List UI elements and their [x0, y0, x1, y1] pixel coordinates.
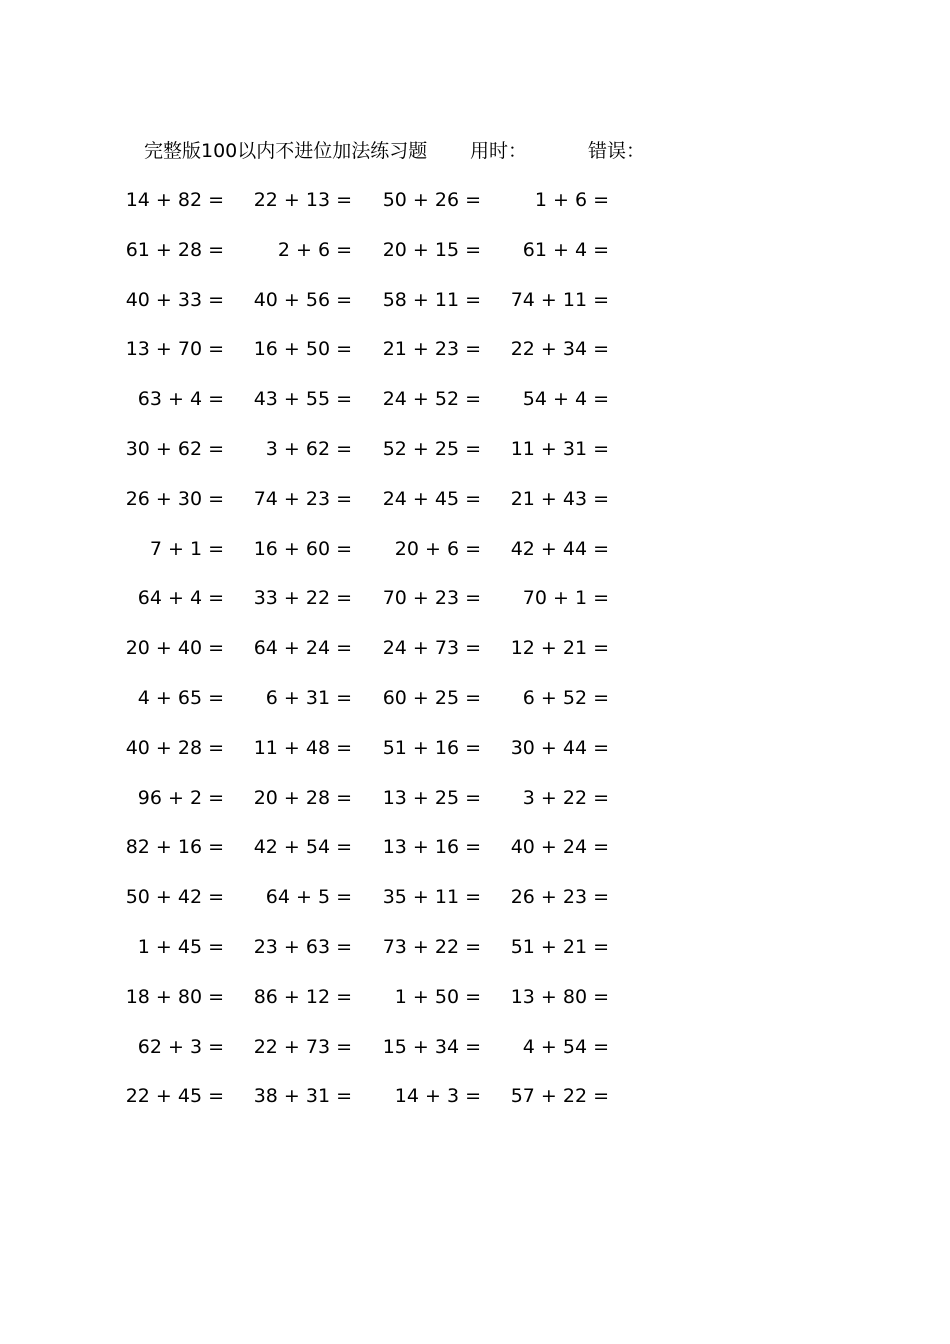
addition-problem: 13 + 25 =	[382, 786, 481, 809]
addition-problem: 24 + 52 =	[382, 388, 481, 411]
addition-problem: 50 + 26 =	[382, 189, 481, 211]
problem-row	[0, 1032, 950, 1062]
addition-problem: 61 + 4 =	[522, 238, 609, 261]
addition-problem: 4 + 54 =	[522, 1035, 609, 1058]
problem-row	[0, 783, 950, 813]
problem-row	[0, 583, 950, 613]
addition-problem: 26 + 30 =	[125, 487, 224, 510]
problem-row	[0, 384, 950, 414]
problem-row	[0, 484, 950, 514]
addition-problem: 38 + 31 =	[253, 1085, 352, 1108]
addition-problem: 13 + 80 =	[510, 985, 609, 1008]
addition-problem: 51 + 21 =	[510, 936, 609, 958]
addition-problem: 7 + 1 =	[149, 537, 224, 560]
addition-problem: 23 + 63 =	[253, 936, 352, 958]
addition-problem: 24 + 73 =	[382, 637, 481, 660]
addition-problem: 50 + 42 =	[125, 886, 224, 909]
time-taken-label: 用时：	[470, 140, 528, 162]
addition-problem: 20 + 15 =	[382, 238, 481, 261]
addition-problem: 52 + 25 =	[382, 438, 481, 460]
addition-problem: 74 + 23 =	[253, 487, 352, 510]
problem-row	[0, 285, 950, 315]
addition-problem: 42 + 44 =	[510, 537, 609, 560]
addition-problem: 14 + 3 =	[394, 1085, 481, 1108]
addition-problem: 24 + 45 =	[382, 487, 481, 510]
addition-problem: 22 + 34 =	[510, 338, 609, 361]
addition-problem: 30 + 62 =	[125, 438, 224, 460]
addition-problem: 22 + 13 =	[253, 189, 352, 211]
addition-problem: 57 + 22 =	[510, 1085, 609, 1108]
problem-row	[0, 235, 950, 265]
addition-problem: 82 + 16 =	[125, 836, 224, 859]
addition-problem: 64 + 5 =	[265, 886, 352, 909]
addition-problem: 73 + 22 =	[382, 936, 481, 958]
addition-problem: 26 + 23 =	[510, 886, 609, 909]
addition-problem: 13 + 16 =	[382, 836, 481, 859]
errors-label: 错误：	[588, 140, 646, 162]
addition-problem: 61 + 28 =	[125, 238, 224, 261]
problem-row	[0, 832, 950, 862]
addition-problem: 1 + 50 =	[394, 985, 481, 1008]
addition-problem: 18 + 80 =	[125, 985, 224, 1008]
problem-row	[0, 1081, 950, 1111]
problem-row	[0, 882, 950, 912]
page-title: 完整版100以内不进位加法练习题	[144, 140, 428, 162]
addition-problem: 6 + 52 =	[522, 687, 609, 709]
problem-row	[0, 434, 950, 464]
addition-problem: 22 + 45 =	[125, 1085, 224, 1108]
addition-problem: 15 + 34 =	[382, 1035, 481, 1058]
addition-problem: 64 + 4 =	[137, 587, 224, 610]
addition-problem: 40 + 56 =	[253, 288, 352, 311]
addition-problem: 40 + 24 =	[510, 836, 609, 859]
addition-problem: 11 + 48 =	[253, 736, 352, 759]
addition-problem: 96 + 2 =	[137, 786, 224, 809]
addition-problem: 12 + 21 =	[510, 637, 609, 660]
addition-problem: 20 + 40 =	[125, 637, 224, 660]
problem-row	[0, 334, 950, 364]
problem-row	[0, 932, 950, 962]
addition-problem: 62 + 3 =	[137, 1035, 224, 1058]
addition-problem: 1 + 45 =	[137, 936, 224, 958]
addition-problem: 74 + 11 =	[510, 288, 609, 311]
addition-problem: 54 + 4 =	[522, 388, 609, 411]
problem-row	[0, 185, 950, 215]
addition-problem: 40 + 33 =	[125, 288, 224, 311]
addition-problem: 14 + 82 =	[125, 189, 224, 211]
addition-problem: 3 + 62 =	[265, 438, 352, 460]
addition-problem: 22 + 73 =	[253, 1035, 352, 1058]
addition-problem: 20 + 6 =	[394, 537, 481, 560]
addition-problem: 64 + 24 =	[253, 637, 352, 660]
addition-problem: 21 + 43 =	[510, 487, 609, 510]
addition-problem: 86 + 12 =	[253, 985, 352, 1008]
addition-problem: 16 + 60 =	[253, 537, 352, 560]
problem-row	[0, 982, 950, 1012]
addition-problem: 4 + 65 =	[137, 687, 224, 709]
problem-row	[0, 534, 950, 564]
addition-problem: 63 + 4 =	[137, 388, 224, 411]
problem-row	[0, 683, 950, 713]
addition-problem: 60 + 25 =	[382, 687, 481, 709]
addition-problem: 20 + 28 =	[253, 786, 352, 809]
problem-row	[0, 633, 950, 663]
addition-problem: 30 + 44 =	[510, 736, 609, 759]
problem-row	[0, 733, 950, 763]
addition-problem: 21 + 23 =	[382, 338, 481, 361]
addition-problem: 42 + 54 =	[253, 836, 352, 859]
addition-problem: 70 + 23 =	[382, 587, 481, 610]
addition-problem: 3 + 22 =	[522, 786, 609, 809]
addition-problem: 35 + 11 =	[382, 886, 481, 909]
addition-problem: 6 + 31 =	[265, 687, 352, 709]
addition-problem: 58 + 11 =	[382, 288, 481, 311]
addition-problem: 51 + 16 =	[382, 736, 481, 759]
addition-problem: 40 + 28 =	[125, 736, 224, 759]
addition-problem: 2 + 6 =	[277, 238, 352, 261]
addition-problem: 16 + 50 =	[253, 338, 352, 361]
addition-problem: 70 + 1 =	[522, 587, 609, 610]
addition-problem: 1 + 6 =	[534, 189, 609, 211]
addition-problem: 33 + 22 =	[253, 587, 352, 610]
addition-problem: 43 + 55 =	[253, 388, 352, 411]
addition-problem: 13 + 70 =	[125, 338, 224, 361]
addition-problem: 11 + 31 =	[510, 438, 609, 460]
